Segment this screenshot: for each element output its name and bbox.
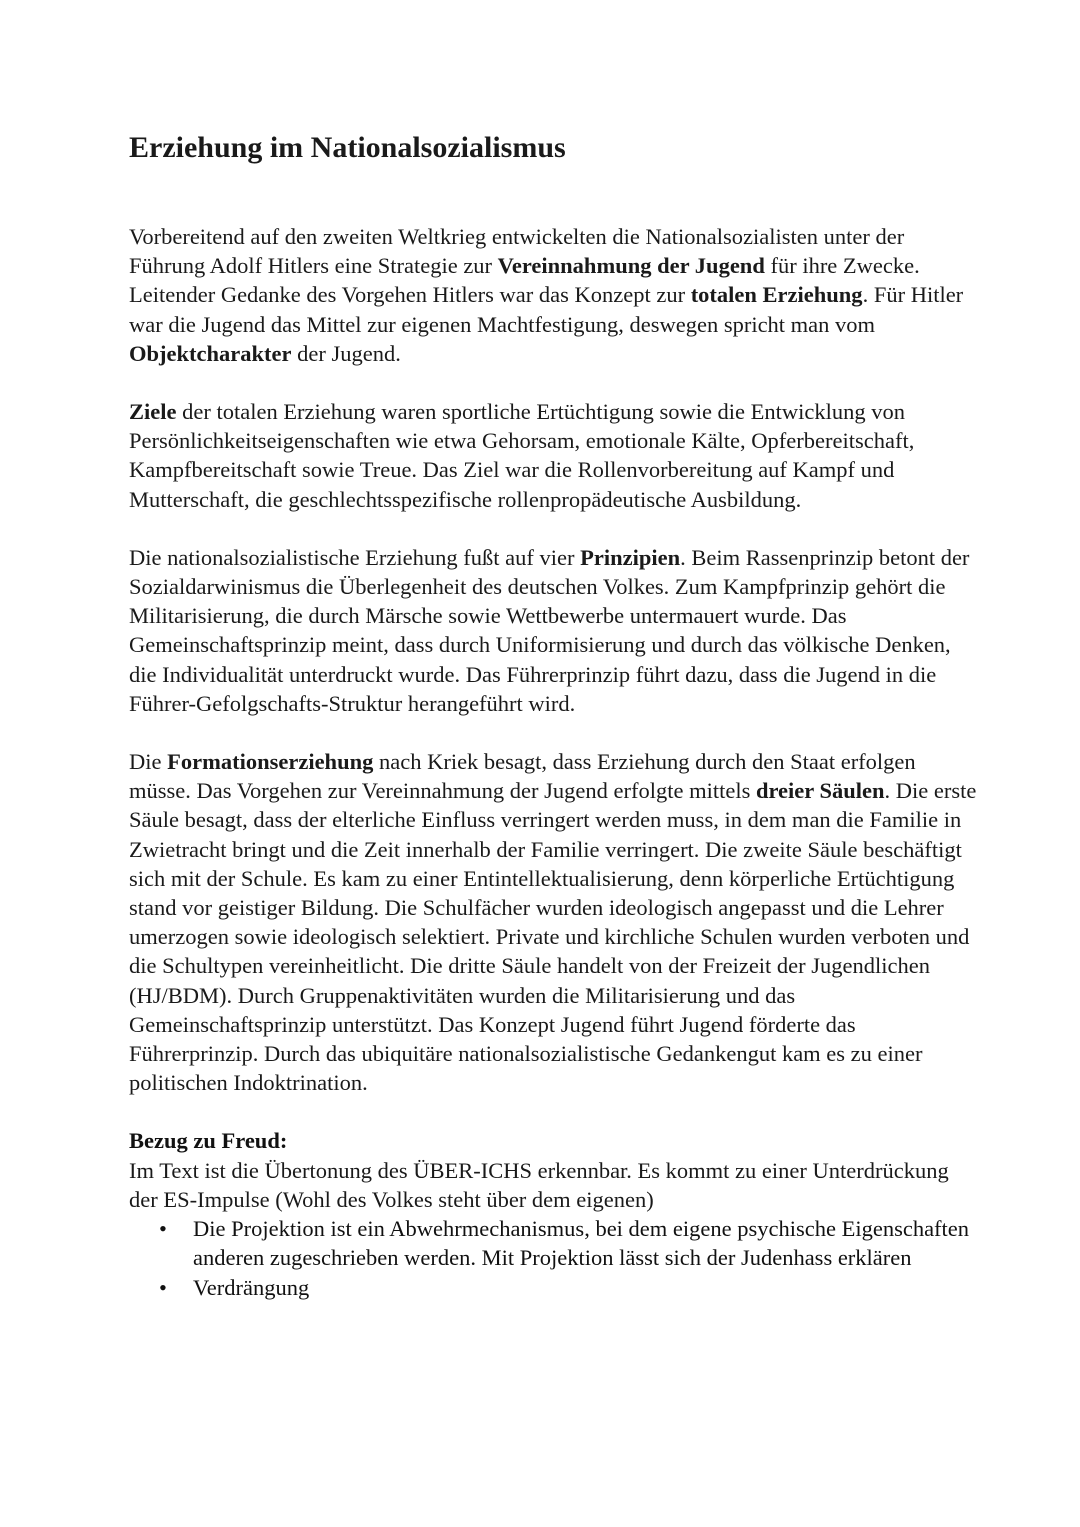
text-run: der totalen Erziehung waren sportliche Ertüchtigung sowie die Entwicklung von Persönlichkeitseigenschaften wie etwa Gehorsam, emotionale Kälte, Opferbereitschaft, Kampfbereitschaft sowie Treue. Das Ziel war die Rollenvorbereitung auf Kampf und Mutterschaft, die geschlechtsspezifische rollenpropädeutische Ausbildung. bbox=[129, 399, 915, 512]
paragraph-principles bbox=[129, 543, 980, 718]
bold-term: Ziele bbox=[129, 399, 177, 425]
bold-term: Formationserziehung bbox=[167, 749, 374, 775]
paragraph-intro bbox=[129, 222, 980, 368]
text-run: Die bbox=[129, 749, 168, 775]
text-run: . Für Hitler war die Jugend das Mittel zur eigenen Machtfestigung, deswegen spricht man vom bbox=[129, 282, 964, 337]
text-run: . Beim Rassenprinzip betont der Sozialdarwinismus die Überlegenheit des deutschen Volkes. Zum Kampfprinzip gehört die Militarisierung, die durch Märsche sowie Wettbewerbe untermauert wurde. Das Gemeinschaftsprinzip meint, dass durch Uniformisierung und durch das völkische Denken, die Individualität unterdruckt wurde. Das Führerprinzip führt dazu, dass die Jugend in die Führer-Gefolgschafts-Struktur herangeführt wird. bbox=[129, 544, 970, 716]
text-run: der Jugend. bbox=[291, 340, 401, 366]
text-run: Die nationalsozialistische Erziehung fußt auf vier bbox=[129, 544, 581, 570]
bold-term: Prinzipien bbox=[580, 544, 681, 570]
text-run: Vorbereitend auf den zweiten Weltkrieg entwickelten die Nationalsozialisten unter der Führung Adolf Hitlers eine Strategie zur bbox=[129, 224, 905, 279]
freud-heading: Bezug zu Freud: bbox=[129, 1128, 288, 1154]
freud-text: Im Text ist die Übertonung des ÜBER-ICHS erkennbar. Es kommt zu einer Unterdrückung der ES-Impulse (Wohl des Volkes steht über dem eigenen) bbox=[129, 1157, 949, 1212]
freud-bullet-list bbox=[129, 1214, 980, 1302]
text-run: nach Kriek besagt, dass Erziehung durch den Staat erfolgen müsse. Das Vorgehen zur Vereinnahmung der Jugend erfolgte mittels bbox=[129, 749, 916, 804]
list-item: • Die Projektion ist ein Abwehrmechanismus, bei dem eigene psychische Eigenschaften anderen zugeschrieben werden. Mit Projektion lässt sich der Judenhass erklären bbox=[193, 1214, 980, 1272]
paragraph-goals bbox=[129, 397, 980, 514]
bold-term: dreier Säulen bbox=[755, 778, 885, 804]
text-run: . Die erste Säule besagt, dass der elterliche Einfluss verringert werden muss, in dem man die Familie in Zwietracht bringt und die Zeit innerhalb der Familie verringert. Die zweite Säule beschäftigt sich mit der Schule. Es kam zu einer Entintellektualisierung, denn körperliche Ertüchtigung stand vor geistiger Bildung. Die Schulfächer wurden ideologisch angepasst und die Lehrer umerzogen sowie ideologisch selektiert. Private und kirchliche Schulen wurden verboten und die Schultypen vereinheitlicht. Die dritte Säule handelt von der Freizeit der Jugendlichen (HJ/BDM). Durch Gruppenaktivitäten wurden die Militarisierung und das Gemeinschaftsprinzip unterstützt. Das Konzept Jugend führt Jugend förderte das Führerprinzip. Durch das ubiquitäre nationalsozialistische Gedankengut kam es zu einer politischen Indoktrination. bbox=[129, 778, 977, 1096]
text-run: für ihre Zwecke. Leitender Gedanke des Vorgehen Hitlers war das Konzept zur bbox=[129, 253, 920, 308]
bold-term: Vereinnahmung der Jugend bbox=[497, 253, 765, 279]
paragraph-formation bbox=[129, 747, 980, 1097]
bold-term: totalen Erziehung bbox=[690, 282, 863, 308]
list-item: • Verdrängung bbox=[193, 1273, 980, 1302]
bold-term: Objektcharakter bbox=[129, 340, 292, 366]
page-title: Erziehung im Nationalsozialismus bbox=[129, 131, 566, 164]
